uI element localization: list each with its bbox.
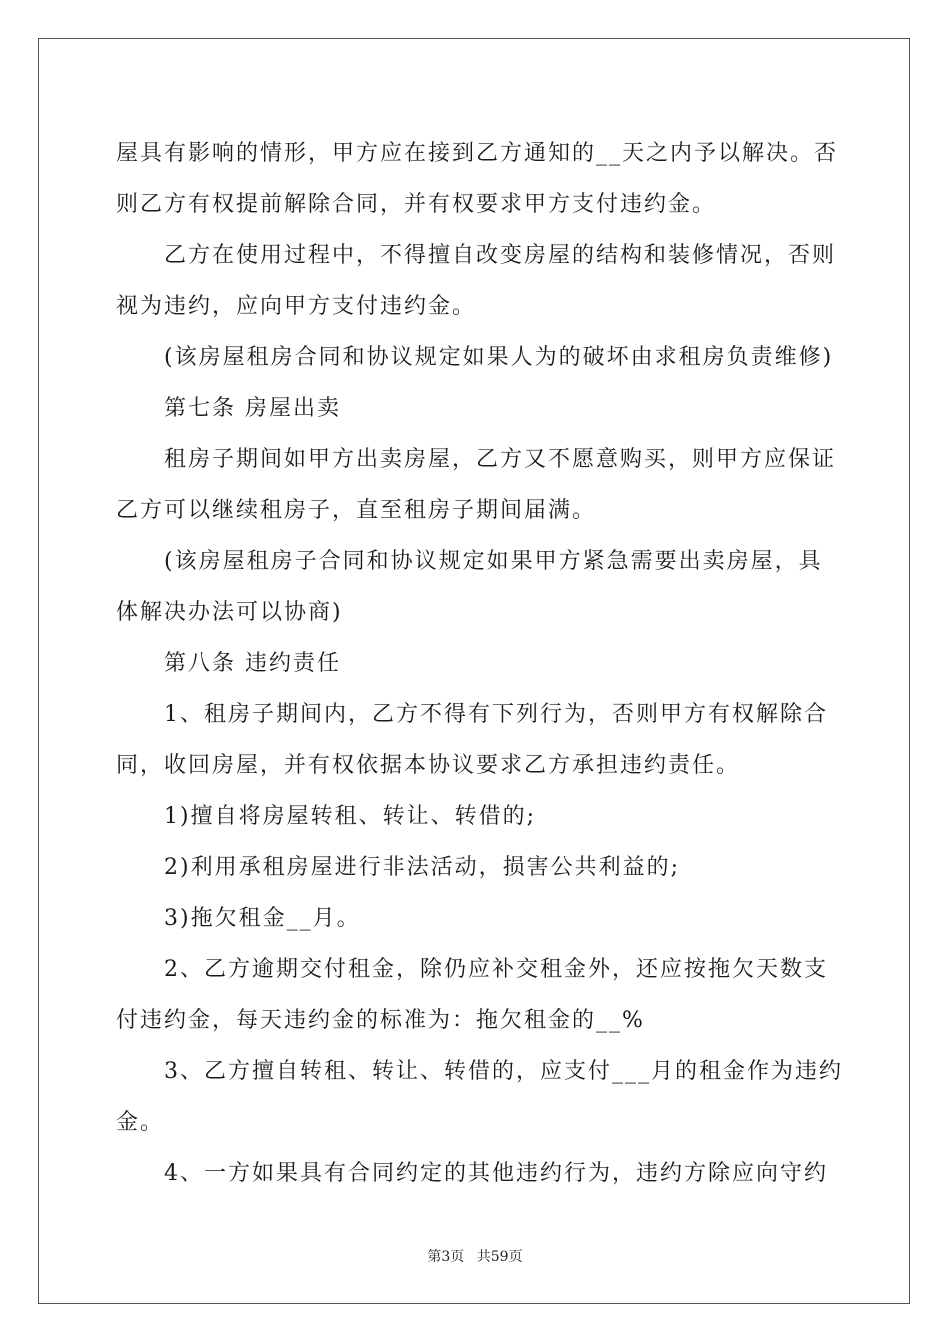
document-body	[116, 128, 843, 1199]
text-line: 同，收回房屋，并有权依据本协议要求乙方承担违约责任。	[116, 753, 741, 778]
text-line: 1)擅自将房屋转租、转让、转借的;	[164, 804, 536, 829]
text-line: 第七条 房屋出卖	[164, 396, 341, 421]
text-line: 4、一方如果具有合同约定的其他违约行为，违约方除应向守约	[164, 1161, 828, 1186]
paragraph	[116, 944, 836, 1046]
page-total: 共59页	[476, 1249, 523, 1265]
text-line: 付违约金，每天违约金的标准为：拖欠租金的__%	[116, 1008, 645, 1033]
paragraph	[116, 791, 836, 842]
page-number: 第3页	[427, 1249, 465, 1265]
text-line: (该房屋租房子合同和协议规定如果甲方紧急需要出卖房屋，具	[164, 549, 823, 574]
page-footer	[0, 1246, 950, 1266]
text-line: 2)利用承租房屋进行非法活动，损害公共利益的;	[164, 855, 680, 880]
text-line: 3、乙方擅自转租、转让、转借的，应支付___月的租金作为违约	[164, 1059, 843, 1084]
paragraph	[116, 536, 836, 638]
paragraph	[116, 1148, 836, 1199]
text-line: 第八条 违约责任	[164, 651, 341, 676]
paragraph	[116, 842, 836, 893]
paragraph	[116, 638, 836, 689]
text-line: 3)拖欠租金__月。	[164, 906, 361, 931]
text-line: (该房屋租房合同和协议规定如果人为的破坏由求租房负责维修)	[164, 345, 834, 370]
paragraph	[116, 893, 836, 944]
paragraph	[116, 1046, 843, 1148]
text-line: 屋具有影响的情形，甲方应在接到乙方通知的__天之内予以解决。否	[116, 141, 839, 166]
text-line: 2、乙方逾期交付租金，除仍应补交租金外，还应按拖欠天数支	[164, 957, 828, 982]
paragraph	[116, 434, 836, 536]
paragraph	[116, 689, 836, 791]
paragraph	[116, 332, 836, 383]
text-line: 乙方可以继续租房子，直至租房子期间届满。	[116, 498, 597, 523]
text-line: 1、租房子期间内，乙方不得有下列行为，否则甲方有权解除合	[164, 702, 828, 727]
text-line: 则乙方有权提前解除合同，并有权要求甲方支付违约金。	[116, 192, 717, 217]
paragraph	[116, 128, 839, 230]
text-line: 视为违约，应向甲方支付违约金。	[116, 294, 477, 319]
text-line: 体解决办法可以协商)	[116, 600, 343, 625]
text-line: 租房子期间如甲方出卖房屋，乙方又不愿意购买，则甲方应保证	[164, 447, 837, 472]
paragraph	[116, 230, 836, 332]
paragraph	[116, 383, 836, 434]
text-line: 乙方在使用过程中，不得擅自改变房屋的结构和装修情况，否则	[164, 243, 837, 268]
text-line: 金。	[116, 1110, 165, 1135]
